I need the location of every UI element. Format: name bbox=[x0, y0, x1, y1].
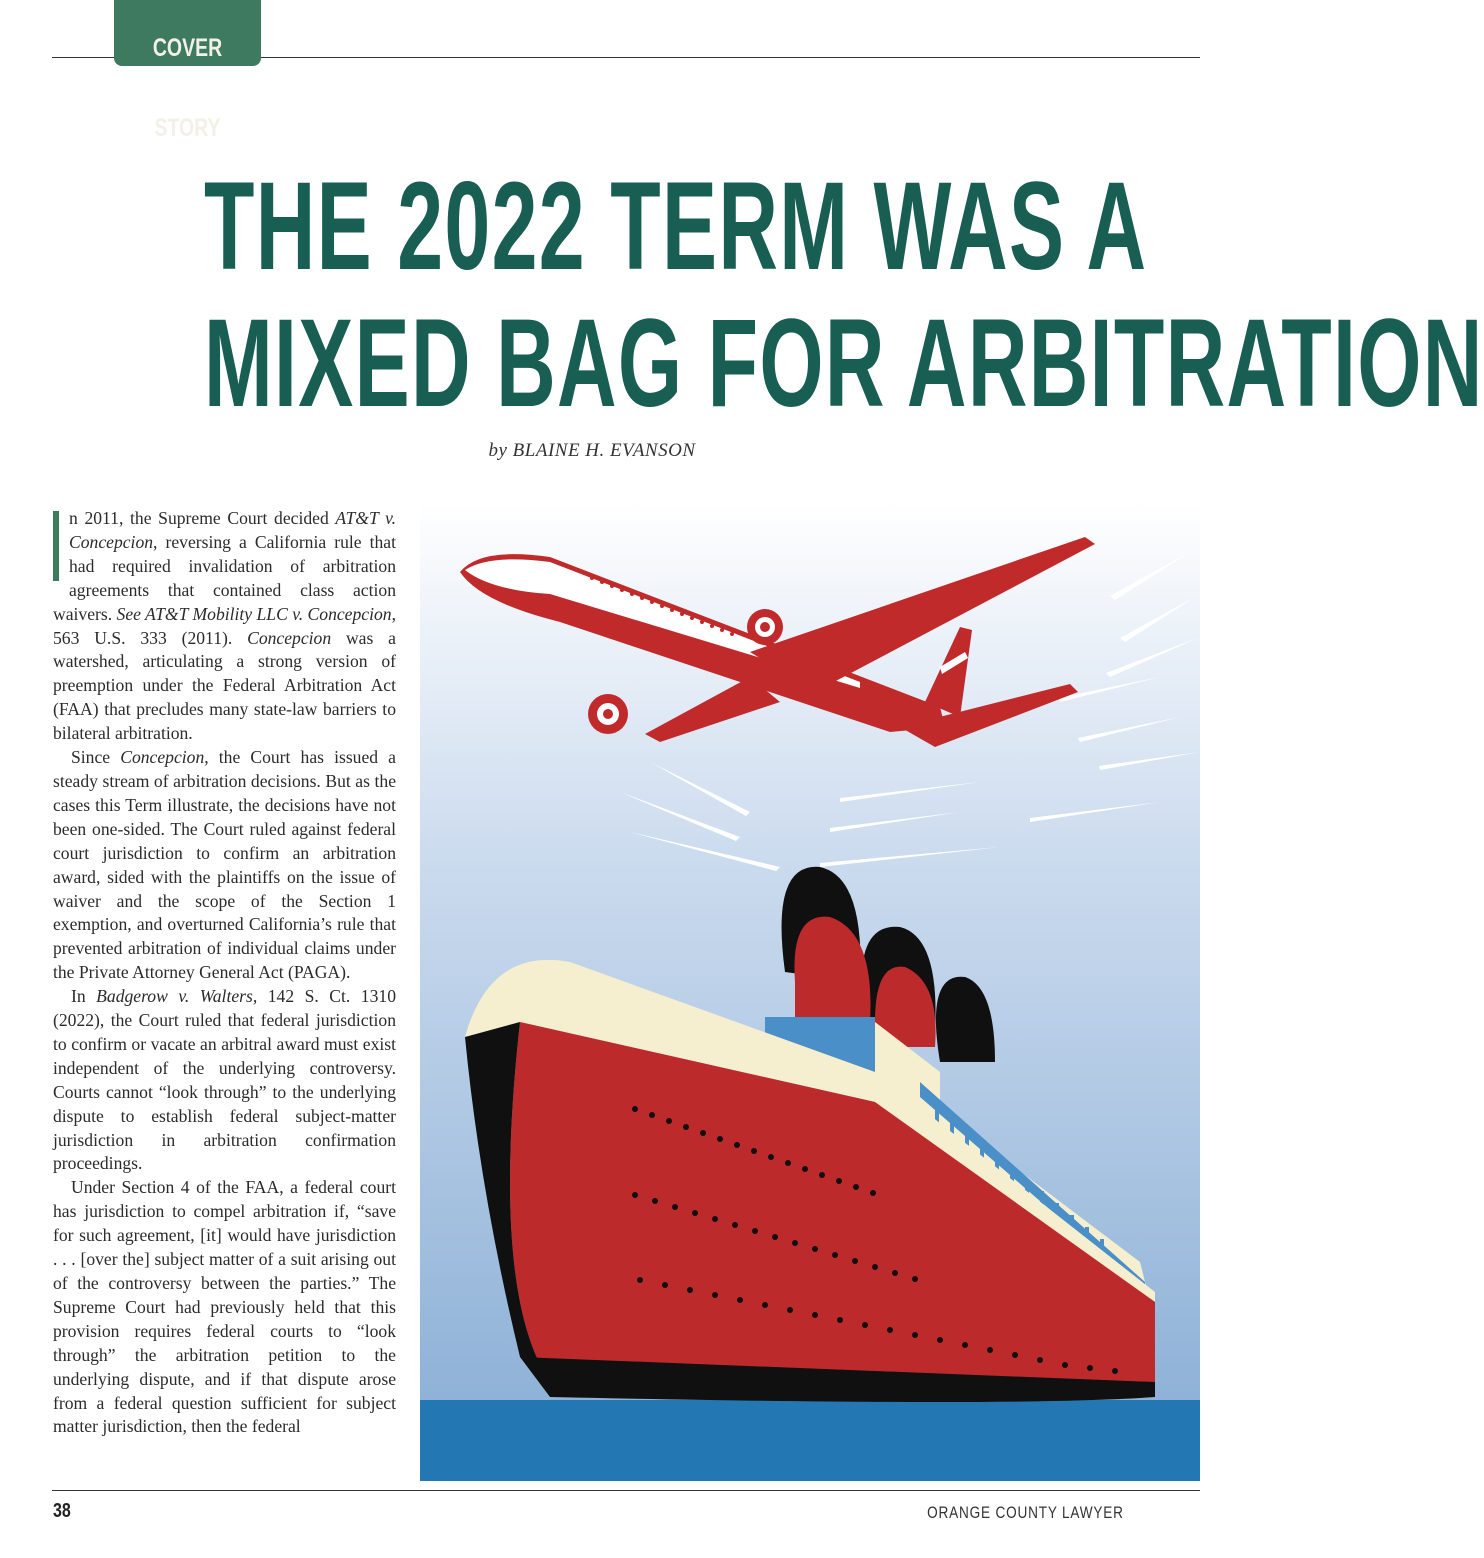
paragraph: Since Concepcion, the Court has issued a steady stream of arbitration decisions. But as the cases this Term illustrate, the decisions have not been one-sided. The Court ruled against federal court jurisdiction to confirm an arbitration award, sided with the plaintiffs on the issue of waiver and the scope of the Section 1 exemption, and overturned California’s rule that prevented arbitration of individual claims under the Private Attorney General Act (PAGA). bbox=[53, 747, 396, 983]
publication-name: ORANGE COUNTY LAWYER bbox=[927, 1503, 1124, 1522]
title-line-2: MIXED BAG FOR ARBITRATION bbox=[203, 294, 1484, 433]
paragraph: Under Section 4 of the FAA, a federal court has jurisdiction to compel arbitration if, “save for such agreement, [it] would have jurisdiction . . . [over the] subject matter of a suit arising out of the controversy between the parties.” The Supreme Court had previously held that this provision requires federal courts to “look through” the arbitration petition to the underlying dispute, and if that dispute arose from a federal question sufficient for subject matter jurisdiction, then the federal bbox=[53, 1177, 396, 1437]
page-number: 38 bbox=[53, 1500, 71, 1522]
article-title bbox=[0, 157, 1484, 433]
title-line-1: THE 2022 TERM WAS A bbox=[203, 157, 1148, 296]
section-tab bbox=[114, 0, 261, 142]
paragraph: In Badgerow v. Walters, 142 S. Ct. 1310 (2022), the Court ruled that federal jurisdiction to confirm or vacate an arbitral award must exist independent of the underlying controversy. Courts cannot “look through” to the underlying dispute to establish federal subject-matter jurisdiction in arbitration confirmation proceedings. bbox=[53, 986, 396, 1174]
drop-cap-bar-icon bbox=[53, 511, 59, 581]
article-body bbox=[53, 507, 396, 1487]
ship-and-plane-illustration bbox=[420, 502, 1200, 1481]
section-label: COVER STORY bbox=[152, 34, 223, 142]
byline: by BLAINE H. EVANSON bbox=[488, 440, 696, 461]
sea bbox=[420, 1400, 1200, 1481]
paragraph: n 2011, the Supreme Court decided AT&T v. Concepcion, reversing a California rule that had required invalidation of arbitration agreements that contained class action waivers. See AT&T Mobility LLC v. Concepcion, 563 U.S. 333 (2011). Concepcion was a watershed, articulating a strong version of preemption under the Federal Arbitration Act (FAA) that precludes many state-law barriers to bilateral arbitration. bbox=[53, 508, 396, 744]
footer-rule bbox=[52, 1490, 1200, 1491]
